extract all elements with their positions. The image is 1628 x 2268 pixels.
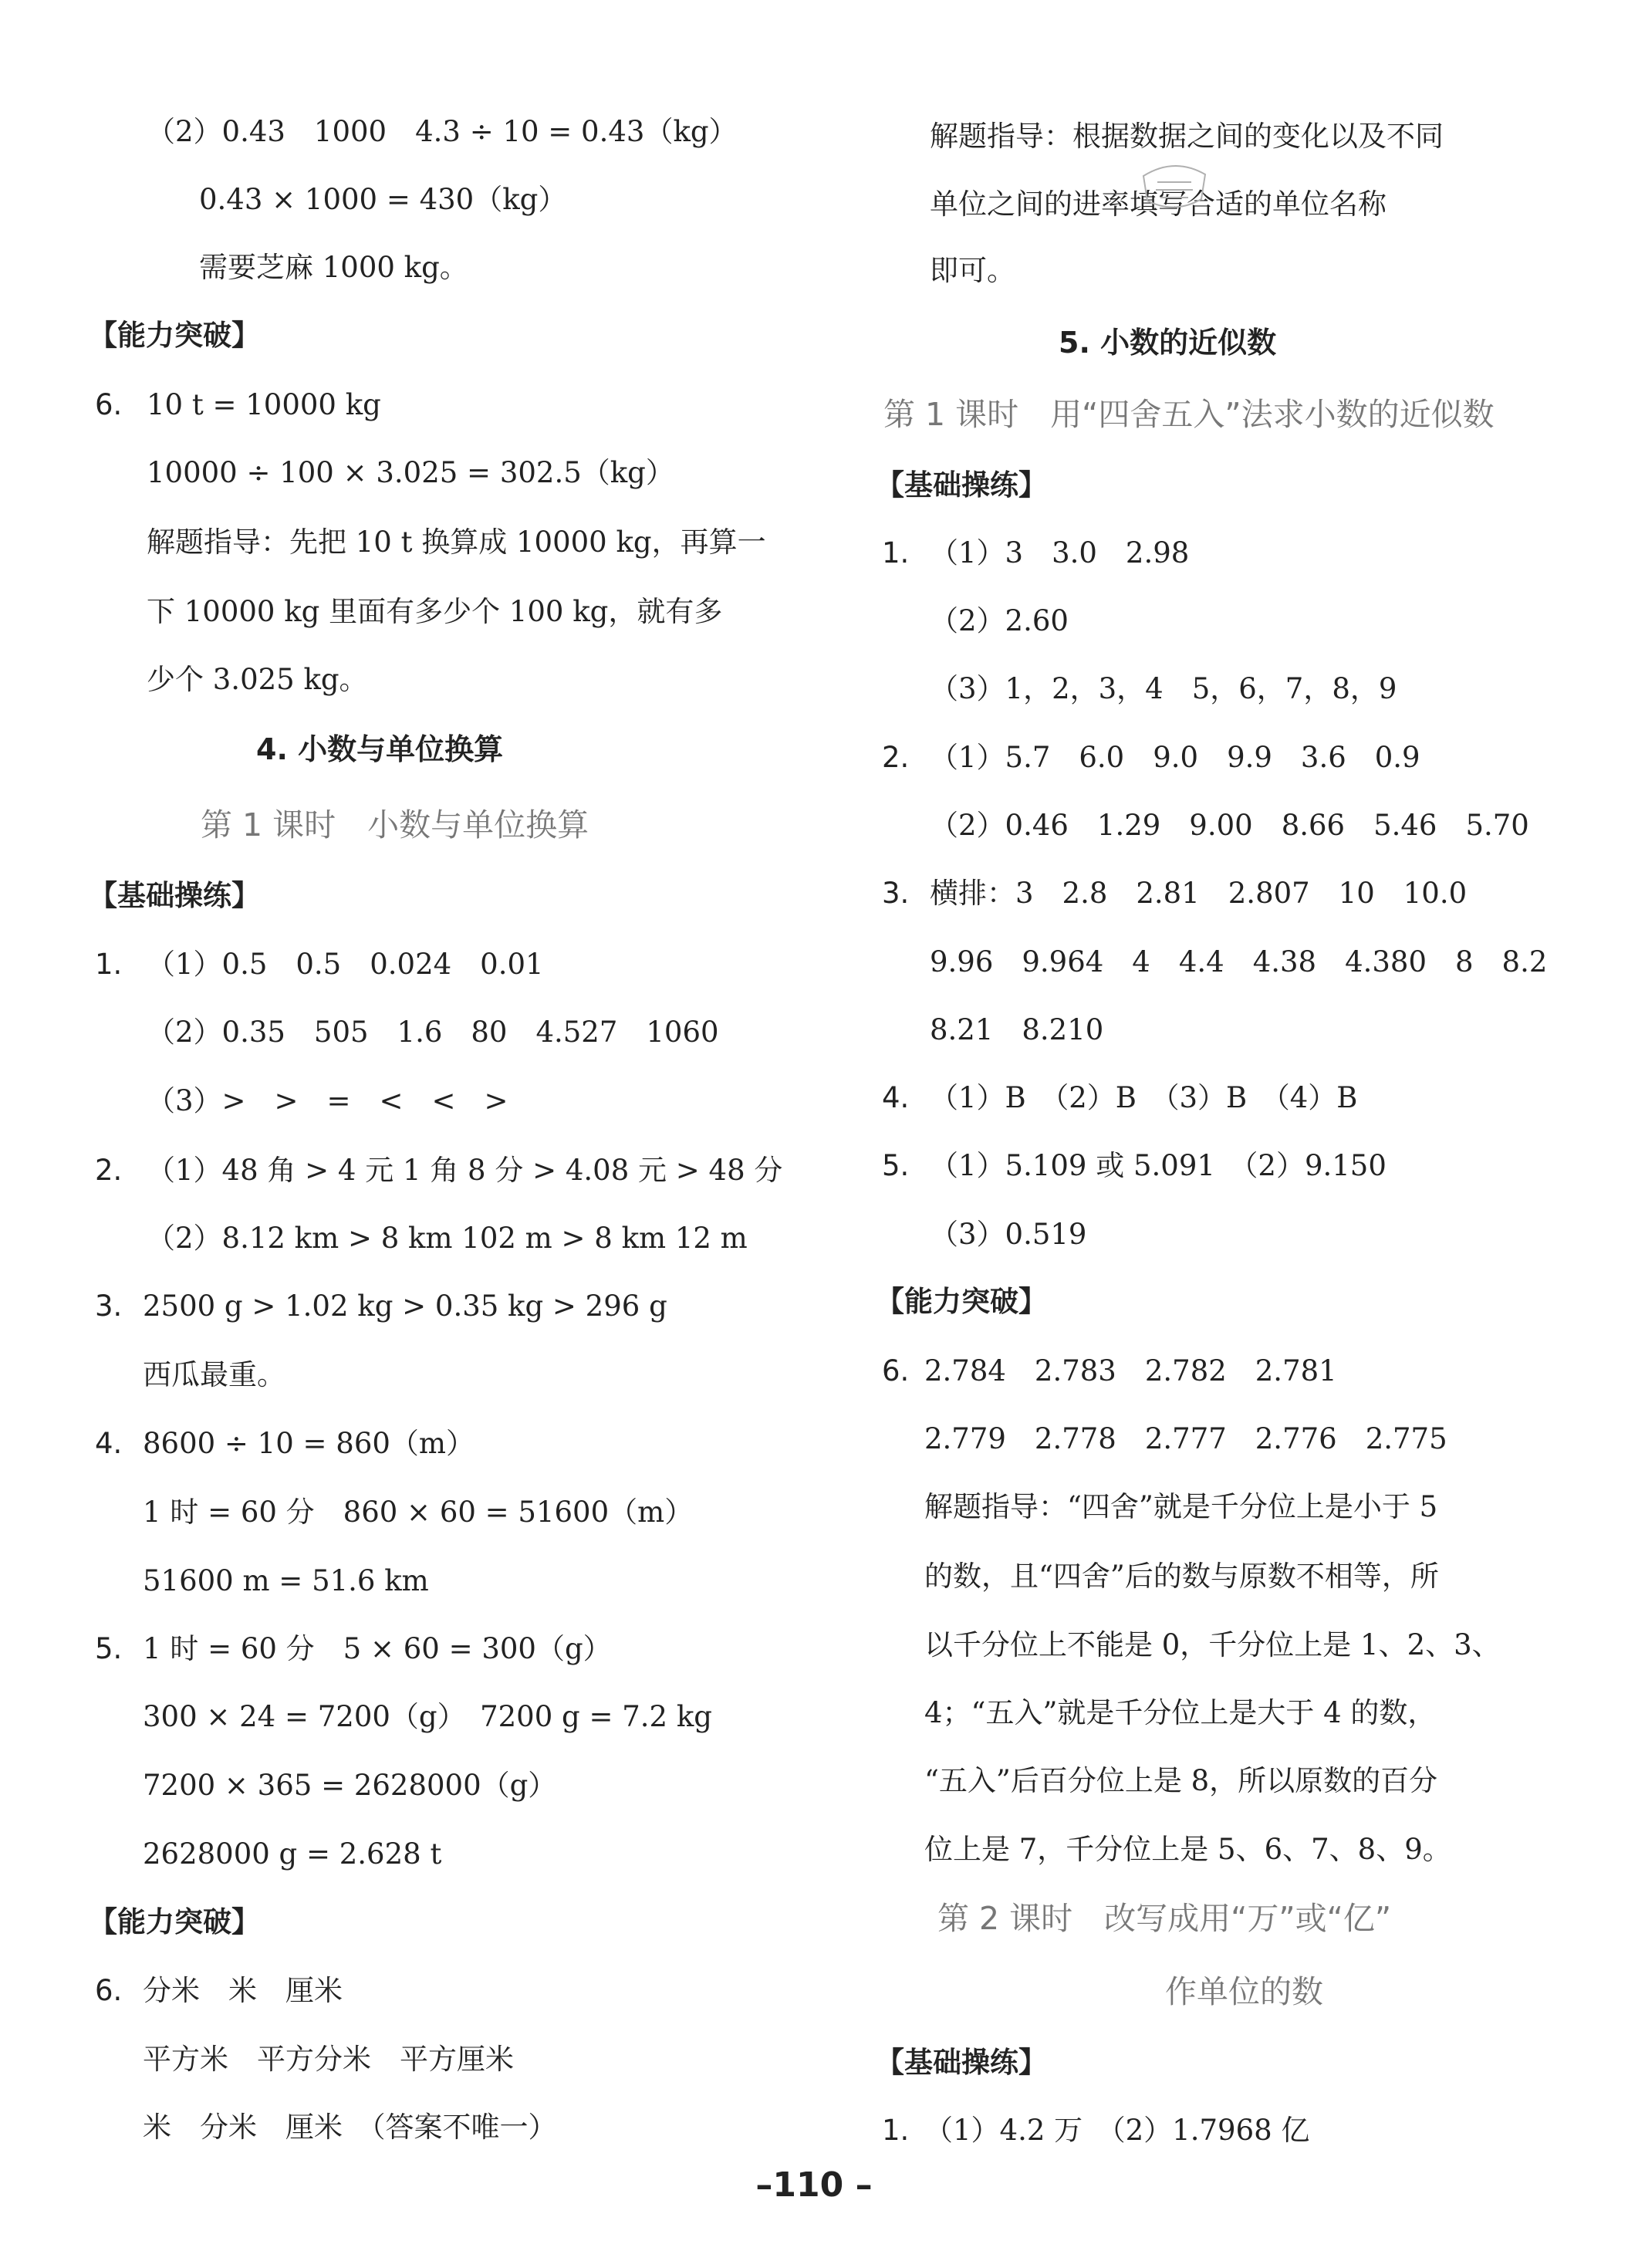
hint-line: 即可。 bbox=[930, 254, 1015, 287]
answer-line: （1）4.2 万 （2）1.7968 亿 bbox=[924, 2114, 1310, 2147]
section-heading-ability: 【能力突破】 bbox=[89, 319, 260, 352]
hint-line: 单位之间的进率填写合适的单位名称 bbox=[930, 188, 1387, 221]
answer-line: 2628000 g = 2.628 t bbox=[143, 1837, 442, 1871]
answer-line: 10000 ÷ 100 × 3.025 = 302.5（kg） bbox=[147, 456, 674, 489]
watermark-stamp-icon bbox=[1128, 153, 1221, 221]
section-heading-ability: 【能力突破】 bbox=[876, 1285, 1047, 1318]
question-number: 3. bbox=[882, 877, 910, 910]
hint-line: 位上是 7，千分位上是 5、6、7、8、9。 bbox=[924, 1833, 1451, 1866]
answer-line: （2）2.60 bbox=[930, 604, 1069, 637]
hint-line: “五入”后百分位上是 8，所以原数的百分 bbox=[924, 1764, 1438, 1797]
answer-line: （3）1，2，3，4 5，6，7，8，9 bbox=[930, 672, 1397, 705]
answer-line: （1）5.7 6.0 9.0 9.9 3.6 0.9 bbox=[930, 741, 1420, 774]
answer-line: 7200 × 365 = 2628000（g） bbox=[143, 1769, 557, 1802]
section-heading-basic: 【基础操练】 bbox=[876, 468, 1047, 502]
question-number: 1. bbox=[882, 2114, 910, 2147]
hint-line: 解题指导：先把 10 t 换算成 10000 kg，再算一 bbox=[147, 526, 766, 559]
answer-line: 2.779 2.778 2.777 2.776 2.775 bbox=[924, 1422, 1447, 1455]
answer-line: 10 t = 10000 kg bbox=[147, 388, 381, 421]
question-number: 4. bbox=[882, 1081, 910, 1114]
answer-line: （1）3 3.0 2.98 bbox=[930, 536, 1190, 570]
answer-line: （1）0.5 0.5 0.024 0.01 bbox=[147, 948, 544, 981]
section-heading-basic: 【基础操练】 bbox=[89, 879, 260, 912]
question-number: 6. bbox=[95, 1974, 123, 2007]
answer-line: （3）> > = < < > bbox=[147, 1084, 508, 1117]
hint-line: 的数，且“四舍”后的数与原数不相等，所 bbox=[924, 1560, 1439, 1593]
answer-line: （3）0.519 bbox=[930, 1218, 1087, 1251]
lesson-title: 第 2 课时 改写成用“万”或“亿” bbox=[937, 1900, 1392, 1937]
lesson-title: 第 1 课时 用“四舍五入”法求小数的近似数 bbox=[883, 396, 1495, 433]
lesson-title: 第 1 课时 小数与单位换算 bbox=[201, 806, 589, 843]
answer-line: （2）8.12 km > 8 km 102 m > 8 km 12 m bbox=[147, 1222, 748, 1255]
question-number: 2. bbox=[95, 1154, 123, 1187]
answer-line: 9.96 9.964 4 4.4 4.38 4.380 8 8.2 bbox=[930, 945, 1548, 979]
answer-line: （1）B （2）B （3）B （4）B bbox=[930, 1081, 1358, 1114]
lesson-title-continued: 作单位的数 bbox=[1165, 1973, 1323, 2010]
question-number: 6. bbox=[882, 1354, 910, 1388]
answer-line: 8600 ÷ 10 = 860（m） bbox=[143, 1427, 475, 1460]
section-title: 4. 小数与单位换算 bbox=[256, 732, 504, 766]
hint-line: 解题指导：根据数据之间的变化以及不同 bbox=[930, 120, 1444, 153]
question-number: 6. bbox=[95, 388, 123, 421]
answer-line: （1）48 角 > 4 元 1 角 8 分 > 4.08 元 > 48 分 bbox=[147, 1154, 783, 1187]
answer-line: （1）5.109 或 5.091 （2）9.150 bbox=[930, 1149, 1387, 1182]
hint-line: 下 10000 kg 里面有多少个 100 kg，就有多 bbox=[147, 595, 723, 628]
answer-line: 0.43 × 1000 = 430（kg） bbox=[199, 183, 567, 216]
answer-line: 米 分米 厘米 （答案不唯一） bbox=[143, 2111, 557, 2144]
answer-line: 西瓜最重。 bbox=[143, 1358, 285, 1391]
answer-line: 需要芝麻 1000 kg。 bbox=[199, 251, 468, 284]
page-number: –110 – bbox=[755, 2165, 873, 2205]
question-number: 1. bbox=[882, 536, 910, 570]
section-title: 5. 小数的近似数 bbox=[1059, 326, 1277, 360]
question-number: 5. bbox=[882, 1149, 910, 1182]
section-heading-ability: 【能力突破】 bbox=[89, 1905, 260, 1938]
answer-line: 2500 g > 1.02 kg > 0.35 kg > 296 g bbox=[143, 1289, 667, 1323]
answer-line: 1 时 = 60 分 5 × 60 = 300（g） bbox=[143, 1632, 612, 1665]
hint-line: 解题指导：“四舍”就是千分位上是小于 5 bbox=[924, 1490, 1438, 1523]
answer-line: 2.784 2.783 2.782 2.781 bbox=[924, 1354, 1337, 1388]
answer-line: 300 × 24 = 7200（g） 7200 g = 7.2 kg bbox=[143, 1700, 712, 1733]
answer-line: 51600 m = 51.6 km bbox=[143, 1564, 429, 1597]
question-number: 5. bbox=[95, 1632, 123, 1665]
answer-line: （2）0.43 1000 4.3 ÷ 10 = 0.43（kg） bbox=[147, 115, 738, 148]
answer-line: 1 时 = 60 分 860 × 60 = 51600（m） bbox=[143, 1496, 694, 1529]
answer-line: 分米 米 厘米 bbox=[143, 1974, 343, 2007]
hint-line: 以千分位上不能是 0，千分位上是 1、2、3、 bbox=[924, 1628, 1501, 1661]
section-heading-basic: 【基础操练】 bbox=[876, 2046, 1047, 2079]
hint-line: 少个 3.025 kg。 bbox=[147, 663, 368, 696]
question-number: 4. bbox=[95, 1427, 123, 1460]
answer-line: （2）0.46 1.29 9.00 8.66 5.46 5.70 bbox=[930, 809, 1529, 842]
answer-line: （2）0.35 505 1.6 80 4.527 1060 bbox=[147, 1016, 719, 1049]
answer-line: 平方米 平方分米 平方厘米 bbox=[143, 2043, 514, 2076]
question-number: 2. bbox=[882, 741, 910, 774]
question-number: 3. bbox=[95, 1289, 123, 1323]
question-number: 1. bbox=[95, 948, 123, 981]
answer-line: 横排：3 2.8 2.81 2.807 10 10.0 bbox=[930, 877, 1468, 910]
hint-line: 4；“五入”就是千分位上是大于 4 的数， bbox=[924, 1696, 1437, 1729]
answer-line: 8.21 8.210 bbox=[930, 1013, 1104, 1046]
